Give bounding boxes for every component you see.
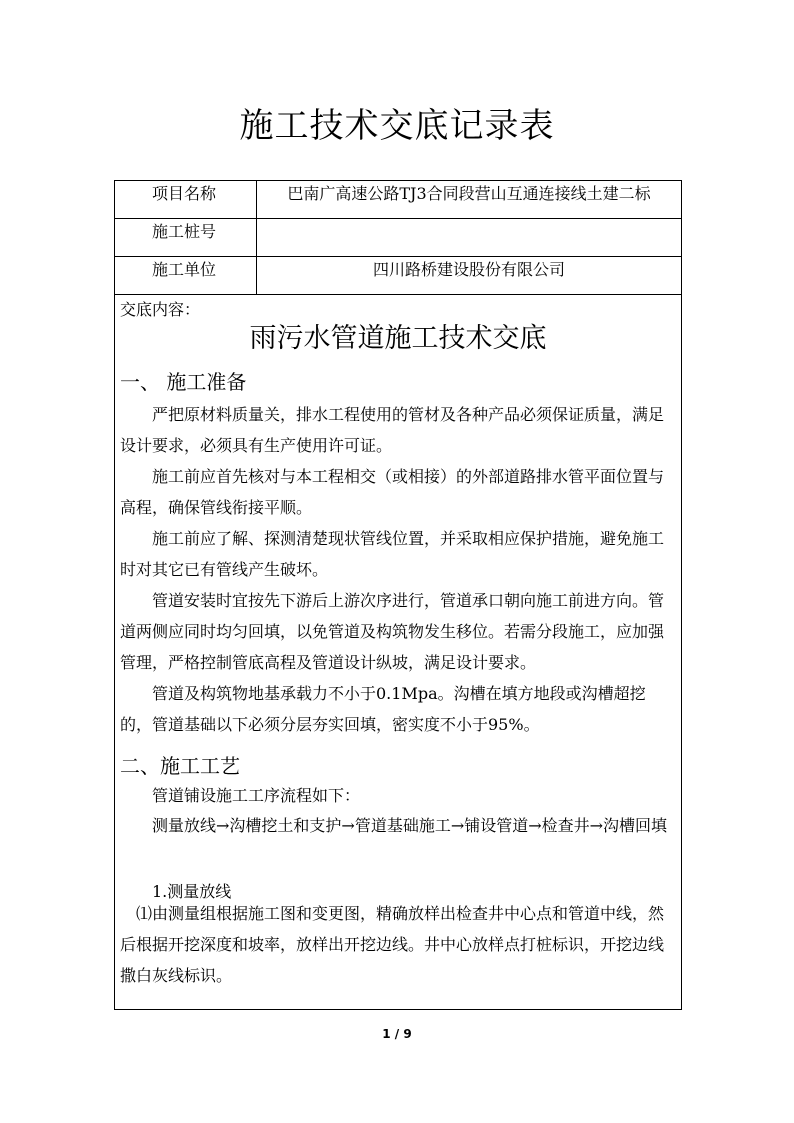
document-title: 施工技术交底记录表 (239, 106, 555, 146)
paragraph: 管道及构筑物地基承载力不小于0.1Mpa。沟槽在填方地段或沟槽超挖的，管道基础以下必须分层夯实回填，密实度不小于95%。 (120, 684, 646, 734)
value-station (257, 219, 681, 259)
page-number: 1 / 9 (382, 1027, 412, 1041)
subsection-title-survey: 1.测量放线 (152, 882, 232, 901)
paragraph: 施工前应了解、探测清楚现状管线位置，并采取相应保护措施，避免施工时对其它已有管线产生破坏。 (120, 529, 665, 579)
record-form (114, 180, 682, 1010)
section-heading-preparation: 一、 施工准备 (120, 370, 247, 394)
section-heading-process: 二、施工工艺 (120, 754, 240, 778)
content-intro-label: 交底内容： (120, 300, 201, 319)
row-project-name (115, 181, 681, 219)
paragraph: 管道安装时宜按先下游后上游次序进行，管道承口朝向施工前进方向。管道两侧应同时均匀回填，以免管道及构筑物发生移位。若需分段施工，应加强管理，严格控制管底高程及管道设计纵坡，满足设计要求。 (120, 591, 665, 672)
label-unit: 施工单位 (115, 257, 257, 294)
paragraph: ⑴由测量组根据施工图和变更图，精确放样出检查井中心点和管道中线，然后根据开挖深度和坡率，放样出开挖边线。井中心放样点打桩标识，开挖边线撒白灰线标识。 (120, 904, 665, 985)
paragraph: 施工前应首先核对与本工程相交（或相接）的外部道路排水管平面位置与高程，确保管线衔接平顺。 (120, 467, 665, 517)
process-flow: 测量放线→沟槽挖土和支护→管道基础施工→铺设管道→检查井→沟槽回填 (152, 816, 668, 835)
row-unit (115, 257, 681, 295)
label-station: 施工桩号 (115, 219, 257, 256)
flow-intro: 管道铺设施工工序流程如下： (152, 786, 361, 805)
label-project-name: 项目名称 (115, 181, 257, 218)
value-unit: 四川路桥建设股份有限公司 (372, 260, 565, 279)
content-main-title: 雨污水管道施工技术交底 (249, 323, 547, 354)
value-project-name: 巴南广高速公路TJ3合同段营山互通连接线土建二标 (287, 184, 651, 203)
paragraph: 严把原材料质量关，排水工程使用的管材及各种产品必须保证质量，满足设计要求，必须具有生产使用许可证。 (120, 405, 665, 455)
row-station (115, 219, 681, 257)
